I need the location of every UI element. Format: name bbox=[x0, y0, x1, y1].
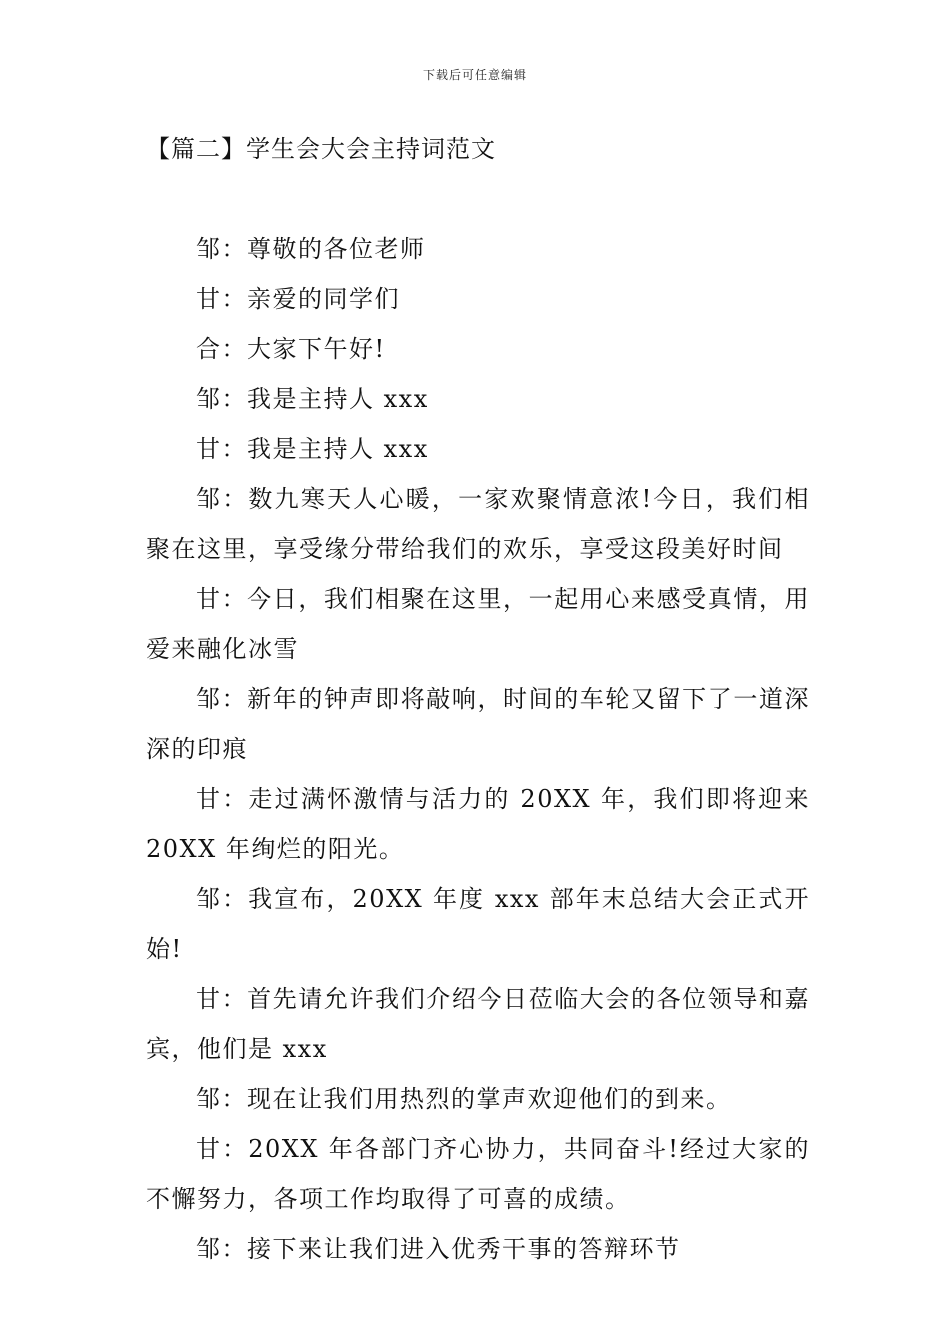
paragraph: 甘：今日，我们相聚在这里，一起用心来感受真情，用爱来融化冰雪 bbox=[146, 585, 810, 663]
paragraph: 甘：20XX 年各部门齐心协力，共同奋斗!经过大家的不懈努力，各项工作均取得了可喜的成绩。 bbox=[146, 1135, 810, 1213]
paragraph: 邹：我是主持人 xxx bbox=[196, 385, 429, 413]
paragraph: 甘：我是主持人 xxx bbox=[196, 435, 429, 463]
paragraph: 甘：首先请允许我们介绍今日莅临大会的各位领导和嘉宾，他们是 xxx bbox=[146, 985, 810, 1063]
paragraph: 甘：亲爱的同学们 bbox=[196, 285, 400, 313]
paragraph: 邹：接下来让我们进入优秀干事的答辩环节 bbox=[196, 1235, 681, 1263]
paragraph: 邹：我宣布，20XX 年度 xxx 部年末总结大会正式开始! bbox=[146, 885, 810, 963]
paragraph: 邹：现在让我们用热烈的掌声欢迎他们的到来。 bbox=[196, 1085, 732, 1113]
paragraph: 合：大家下午好! bbox=[196, 335, 386, 363]
paragraph: 甘：走过满怀激情与活力的 20XX 年，我们即将迎来 20XX 年绚烂的阳光。 bbox=[146, 785, 810, 863]
document-body bbox=[146, 224, 810, 1274]
header-note: 下载后可任意编辑 bbox=[422, 68, 527, 82]
document-title: 【篇二】学生会大会主持词范文 bbox=[146, 135, 496, 163]
paragraph: 邹：尊敬的各位老师 bbox=[196, 235, 426, 263]
paragraph: 邹：数九寒天人心暖，一家欢聚情意浓!今日，我们相聚在这里，享受缘分带给我们的欢乐，享受这段美好时间 bbox=[146, 485, 810, 563]
paragraph: 邹：新年的钟声即将敲响，时间的车轮又留下了一道深深的印痕 bbox=[146, 685, 810, 763]
